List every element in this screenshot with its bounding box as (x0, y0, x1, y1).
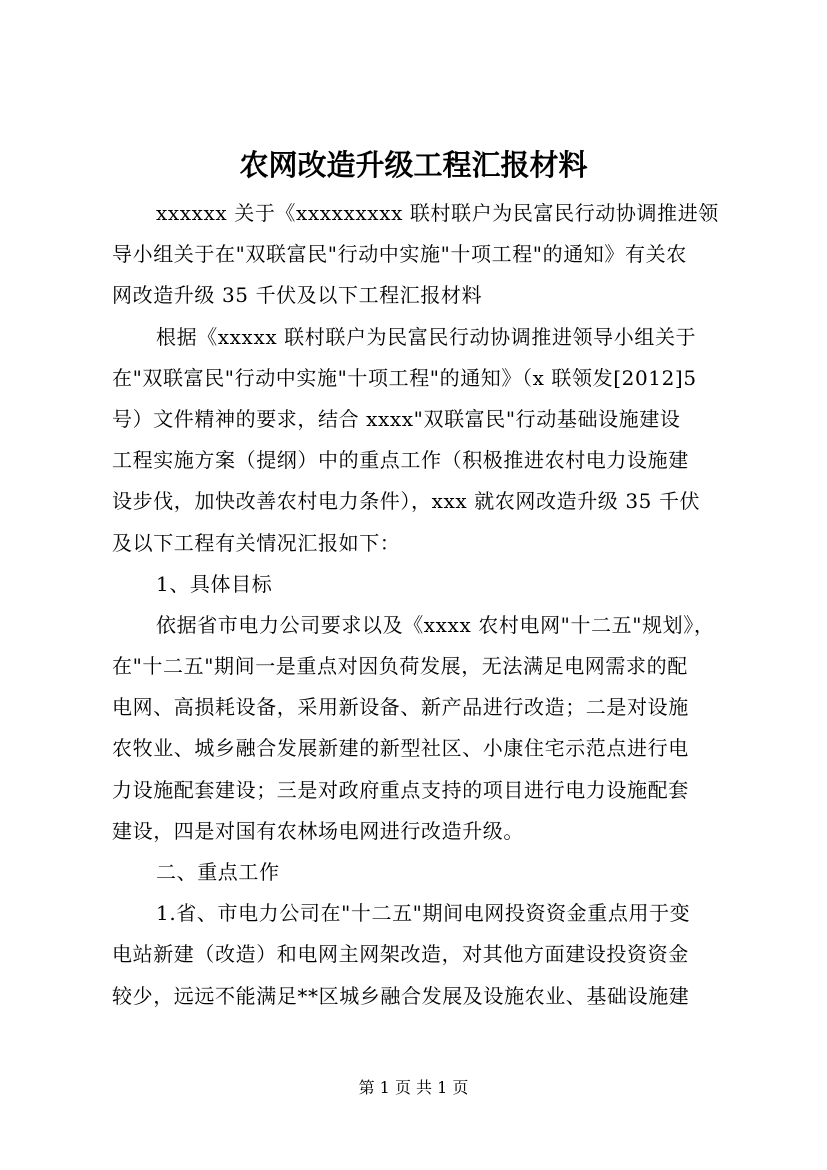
text-line: 号）文件精神的要求，结合 xxxx"双联富民"行动基础设施建设 (112, 406, 681, 431)
text-line: 电网、高损耗设备，采用新设备、新产品进行改造；二是对设施 (112, 695, 689, 720)
text-line: xxxxxx 关于《xxxxxxxxx 联村联户为民富民行动协调推进领 (156, 201, 719, 225)
text-line: 1、具体目标 (156, 571, 273, 596)
text-line: 1.省、市电力公司在"十二五"期间电网投资资金重点用于变 (156, 901, 691, 926)
text-line: 农牧业、城乡融合发展新建的新型社区、小康住宅示范点进行电 (112, 736, 689, 761)
text-line: 在"十二五"期间一是重点对因负荷发展，无法满足电网需求的配 (112, 654, 688, 679)
text-line: 依据省市电力公司要求以及《xxxx 农村电网"十二五"规划》， (156, 612, 715, 637)
text-line: 力设施配套建设；三是对政府重点支持的项目进行电力设施配套 (112, 777, 689, 802)
text-line: 导小组关于在"双联富民"行动中实施"十项工程"的通知》有关农 (112, 242, 687, 267)
text-line: 二、重点工作 (156, 860, 280, 884)
text-line: 工程实施方案（提纲）中的重点工作（积极推进农村电力设施建 (112, 448, 689, 473)
text-line: 根据《xxxxx 联村联户为民富民行动协调推进领导小组关于 (156, 324, 697, 349)
text-line: 建设，四是对国有农林场电网进行改造升级。 (112, 818, 524, 843)
page-footer: 第 1 页 共 1 页 (358, 1078, 469, 1097)
text-line: 较少，远远不能满足**区城乡融合发展及设施农业、基础设施建 (112, 983, 690, 1008)
text-line: 及以下工程有关情况汇报如下： (112, 530, 401, 555)
text-line: 设步伐，加快改善农村电力条件），xxx 就农网改造升级 35 千伏 (112, 489, 701, 514)
document-title: 农网改造升级工程汇报材料 (239, 148, 588, 182)
text-line: 网改造升级 35 千伏及以下工程汇报材料 (112, 283, 483, 308)
text-line: 在"双联富民"行动中实施"十项工程"的通知》（x 联领发[2012]5 (112, 365, 697, 390)
document-body (112, 193, 724, 1017)
text-line: 电站新建（改造）和电网主网架改造，对其他方面建设投资资金 (112, 942, 689, 967)
